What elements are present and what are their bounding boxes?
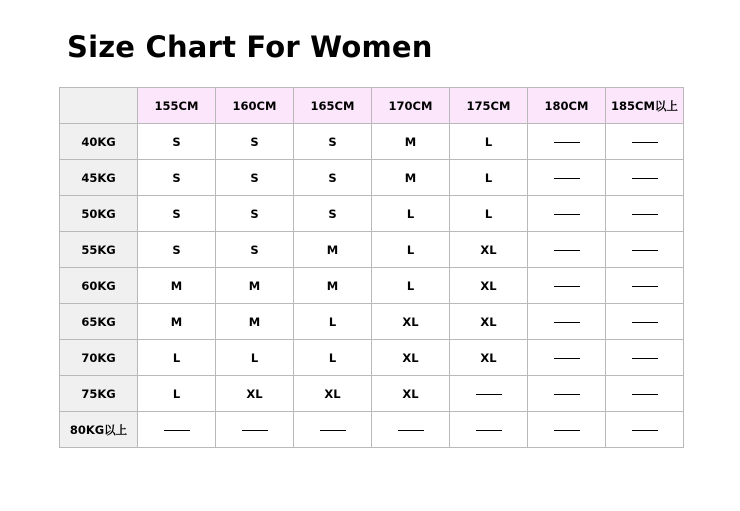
- size-cell: [528, 268, 606, 304]
- size-cell: [528, 160, 606, 196]
- size-cell: [528, 304, 606, 340]
- size-cell: L: [450, 196, 528, 232]
- column-header-160cm: 160CM: [216, 88, 294, 124]
- size-cell: L: [372, 232, 450, 268]
- size-cell: [294, 412, 372, 448]
- empty-dash: [632, 358, 658, 359]
- size-cell: [528, 196, 606, 232]
- corner-cell: [60, 88, 138, 124]
- row-header: 80KG以上: [60, 412, 138, 448]
- table-row: [60, 196, 684, 232]
- size-cell: M: [372, 124, 450, 160]
- size-cell: [138, 412, 216, 448]
- table-body: [60, 124, 684, 448]
- size-cell: [606, 160, 684, 196]
- size-cell: S: [138, 124, 216, 160]
- size-cell: XL: [450, 304, 528, 340]
- size-cell: [528, 412, 606, 448]
- empty-dash: [554, 322, 580, 323]
- table-row: [60, 124, 684, 160]
- size-cell: XL: [294, 376, 372, 412]
- table-row: [60, 376, 684, 412]
- empty-dash: [632, 250, 658, 251]
- size-cell: XL: [450, 268, 528, 304]
- column-header-165cm: 165CM: [294, 88, 372, 124]
- size-cell: M: [216, 304, 294, 340]
- column-header-185cm-plus: 185CM以上: [606, 88, 684, 124]
- empty-dash: [632, 286, 658, 287]
- size-cell: XL: [372, 304, 450, 340]
- row-header: 70KG: [60, 340, 138, 376]
- empty-dash: [632, 394, 658, 395]
- size-cell: M: [294, 232, 372, 268]
- size-cell: [606, 304, 684, 340]
- empty-dash: [476, 394, 502, 395]
- empty-dash: [632, 322, 658, 323]
- size-cell: [216, 412, 294, 448]
- size-cell: [528, 232, 606, 268]
- size-cell: S: [216, 160, 294, 196]
- column-header-175cm: 175CM: [450, 88, 528, 124]
- size-cell: [606, 124, 684, 160]
- size-cell: L: [372, 268, 450, 304]
- size-cell: [606, 340, 684, 376]
- size-cell: XL: [372, 340, 450, 376]
- size-cell: S: [138, 160, 216, 196]
- empty-dash: [242, 430, 268, 431]
- size-cell: L: [138, 376, 216, 412]
- empty-dash: [320, 430, 346, 431]
- table-row: [60, 268, 684, 304]
- size-cell: L: [450, 160, 528, 196]
- row-header: 45KG: [60, 160, 138, 196]
- empty-dash: [632, 430, 658, 431]
- empty-dash: [164, 430, 190, 431]
- empty-dash: [632, 142, 658, 143]
- size-cell: [372, 412, 450, 448]
- size-cell: [606, 412, 684, 448]
- size-cell: XL: [450, 340, 528, 376]
- empty-dash: [632, 178, 658, 179]
- size-cell: L: [138, 340, 216, 376]
- empty-dash: [476, 430, 502, 431]
- header-row: [60, 88, 684, 124]
- size-cell: [606, 196, 684, 232]
- size-cell: [606, 232, 684, 268]
- size-cell: [606, 376, 684, 412]
- size-cell: S: [216, 232, 294, 268]
- table-row: [60, 160, 684, 196]
- size-cell: [450, 376, 528, 412]
- size-cell: XL: [216, 376, 294, 412]
- size-cell: L: [372, 196, 450, 232]
- row-header: 55KG: [60, 232, 138, 268]
- empty-dash: [554, 430, 580, 431]
- size-cell: S: [294, 196, 372, 232]
- size-cell: M: [138, 268, 216, 304]
- page-title: Size Chart For Women: [67, 30, 433, 64]
- size-cell: [528, 340, 606, 376]
- table-row: [60, 412, 684, 448]
- empty-dash: [398, 430, 424, 431]
- size-cell: [606, 268, 684, 304]
- empty-dash: [554, 394, 580, 395]
- size-cell: L: [294, 304, 372, 340]
- empty-dash: [554, 142, 580, 143]
- empty-dash: [554, 250, 580, 251]
- table-row: [60, 304, 684, 340]
- size-cell: [528, 124, 606, 160]
- column-header-170cm: 170CM: [372, 88, 450, 124]
- empty-dash: [554, 358, 580, 359]
- empty-dash: [554, 178, 580, 179]
- size-cell: M: [138, 304, 216, 340]
- empty-dash: [554, 286, 580, 287]
- size-cell: M: [294, 268, 372, 304]
- table-row: [60, 340, 684, 376]
- size-cell: XL: [372, 376, 450, 412]
- row-header: 40KG: [60, 124, 138, 160]
- size-cell: S: [138, 196, 216, 232]
- column-header-155cm: 155CM: [138, 88, 216, 124]
- size-cell: M: [372, 160, 450, 196]
- size-cell: [450, 412, 528, 448]
- size-cell: L: [216, 340, 294, 376]
- row-header: 65KG: [60, 304, 138, 340]
- column-header-180cm: 180CM: [528, 88, 606, 124]
- size-cell: S: [294, 160, 372, 196]
- size-cell: XL: [450, 232, 528, 268]
- size-cell: [528, 376, 606, 412]
- size-cell: S: [216, 124, 294, 160]
- size-cell: S: [216, 196, 294, 232]
- size-cell: L: [450, 124, 528, 160]
- table-row: [60, 232, 684, 268]
- row-header: 75KG: [60, 376, 138, 412]
- size-cell: L: [294, 340, 372, 376]
- size-chart-table: [59, 87, 684, 448]
- row-header: 60KG: [60, 268, 138, 304]
- row-header: 50KG: [60, 196, 138, 232]
- empty-dash: [554, 214, 580, 215]
- empty-dash: [632, 214, 658, 215]
- size-cell: S: [138, 232, 216, 268]
- size-cell: S: [294, 124, 372, 160]
- size-cell: M: [216, 268, 294, 304]
